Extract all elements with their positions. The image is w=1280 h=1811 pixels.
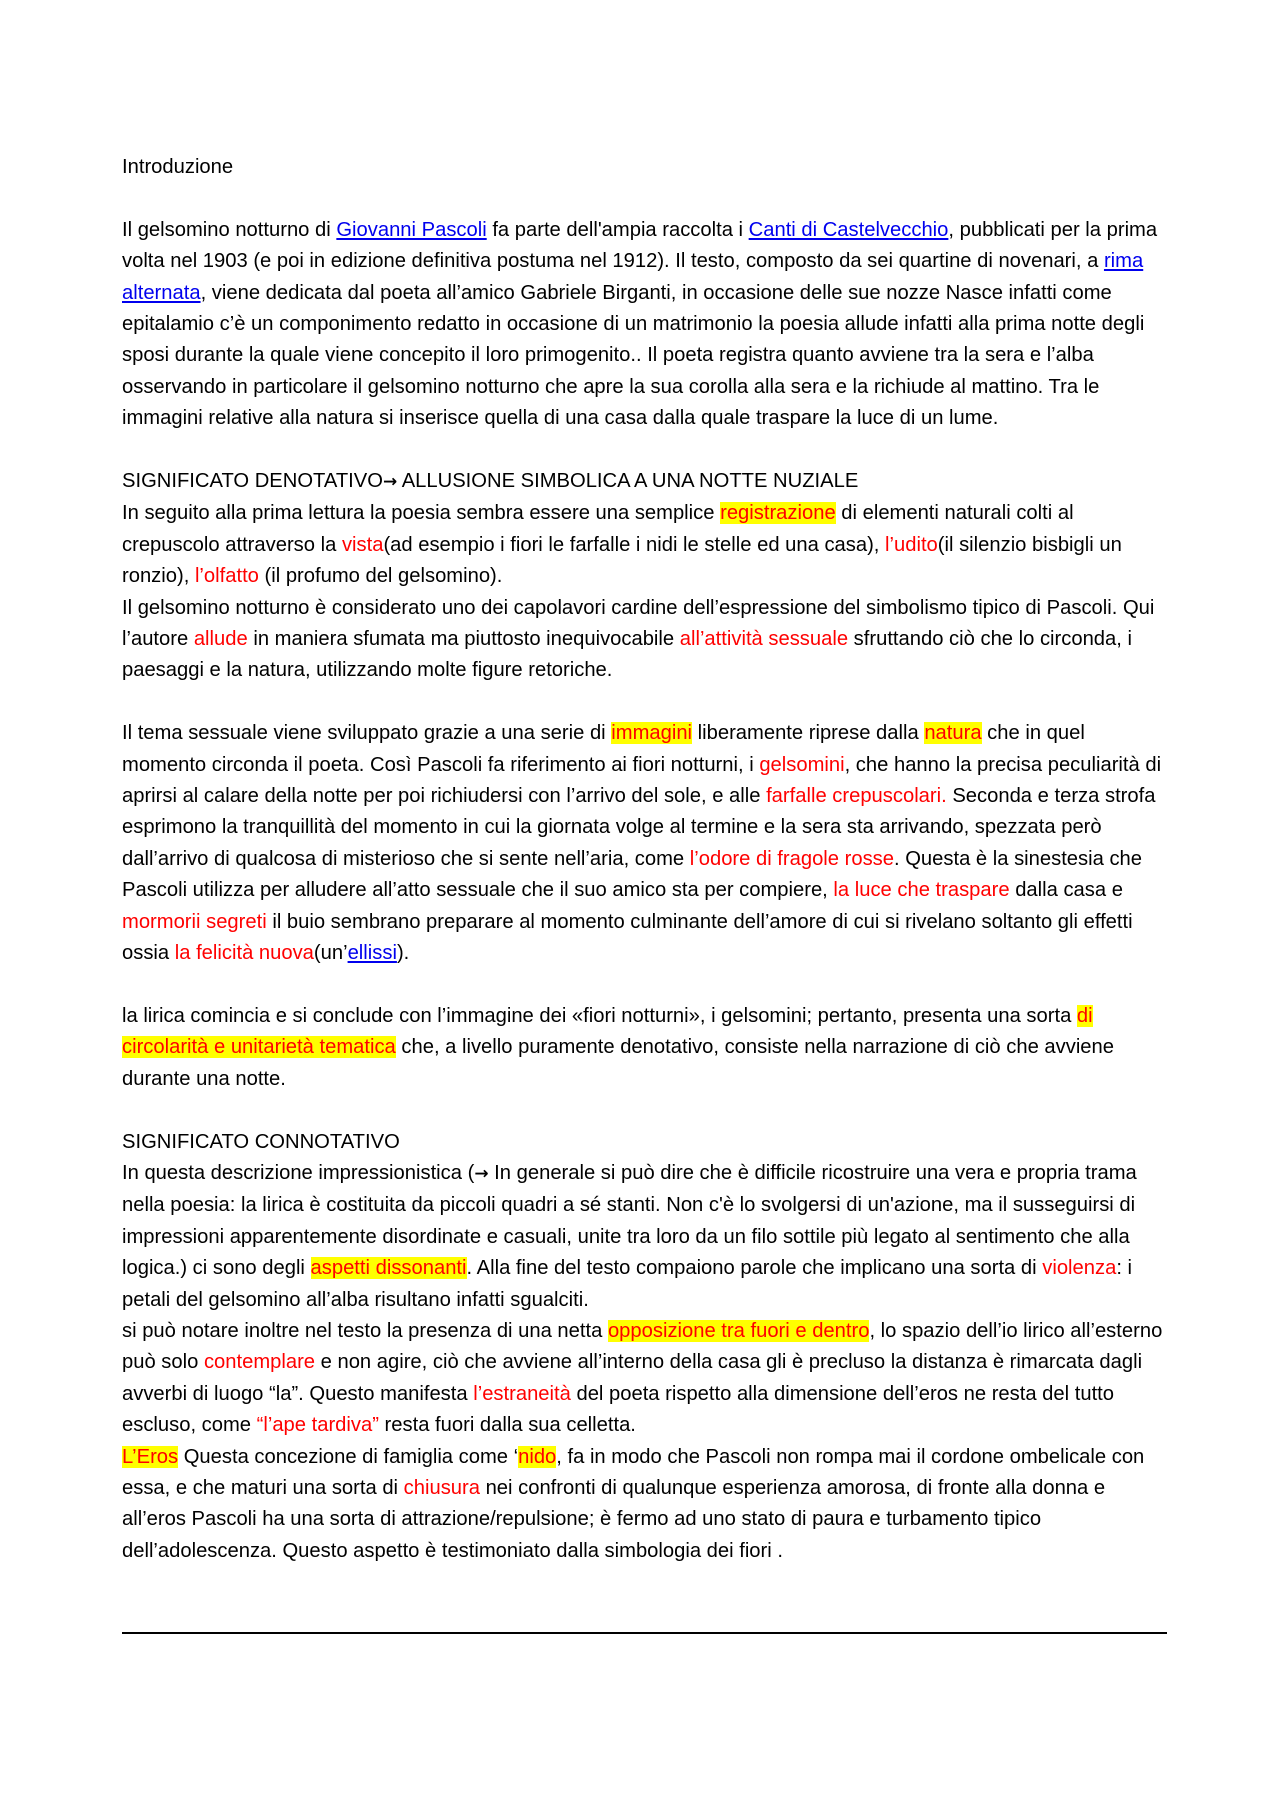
denotativo-paragraph-1 <box>122 498 1167 592</box>
text-run: (un’ <box>313 942 348 965</box>
emphasis-attivita-sessuale: all’attività sessuale <box>679 628 849 651</box>
emphasis-gelsomini: gelsomini <box>759 753 845 776</box>
text-run: , lo spazio dell’io lirico all’esterno può solo <box>122 1319 1163 1374</box>
text-run: Questa concezione di famiglia come ‘ <box>178 1445 519 1468</box>
emphasis-chiusura: chiusura <box>403 1476 480 1499</box>
emphasis-estraneita: l’estraneità <box>473 1382 571 1405</box>
connotativo-heading: SIGNIFICATO CONNOTATIVO <box>122 1130 400 1153</box>
text-run: resta fuori dalla sua celletta. <box>378 1414 636 1437</box>
text-run: sfruttando ciò che lo circonda, i paesaggi e la natura, utilizzando molte figure retoriche. <box>122 628 1132 682</box>
emphasis-mormorii-segreti: mormorii segreti <box>122 910 267 933</box>
text-run: Seconda e terza strofa esprimono la tranquillità del momento in cui la giornata volge al termine e la sera sta arrivando, spezzata però dall’arrivo di qualcosa di misterioso che si sente nell’aria, come <box>122 785 1156 870</box>
emphasis-luce-traspare: la luce che traspare <box>833 879 1010 902</box>
highlight-eros: L’Eros <box>122 1445 179 1468</box>
denotativo-paragraph-4 <box>122 1001 1167 1095</box>
text-run: , pubblicati per la prima volta nel 1903 (e poi in edizione definitiva postuma nel 1912). Il testo, composto da sei quartine di novenari, a <box>122 218 1158 273</box>
text-run: del poeta rispetto alla dimensione dell’eros ne resta del tutto escluso, come <box>122 1382 1115 1437</box>
emphasis-contemplare: contemplare <box>203 1351 316 1374</box>
text-run: si può notare inoltre nel testo la presenza di una netta <box>122 1319 608 1342</box>
text-run: fa parte dell'ampia raccolta i <box>486 218 749 241</box>
text-run: , fa in modo che Pascoli non rompa mai il cordone ombelicale con essa, e che maturi una sorta di <box>122 1445 1145 1499</box>
paragraph-gap <box>122 183 1167 214</box>
text-run: , viene dedicata dal poeta all’amico Gabriele Birganti, in occasione delle sue nozze Nasce infatti come epitalamio c’è un componimento redatto in occasione di un matrimonio la poesia allude infatti alla prima notte degli sposi durante la quale viene concepito il loro primogenito.. Il poeta registra quanto avviene tra la sera e l’alba osservando in particolare il gelsomino notturno che apre la sua corolla alla sera e la richiude al mattino. Tra le immagini relative alla natura si inserisce quella di una casa dalla quale traspare la luce di un lume. <box>122 281 1145 430</box>
link-canti-di-castelvecchio[interactable]: Canti di Castelvecchio <box>748 218 949 241</box>
denotativo-paragraph-3 <box>122 718 1167 969</box>
text-run: (il silenzio bisbigli un ronzio), <box>122 533 1122 588</box>
text-run: nei confronti di qualunque esperienza amorosa, di fronte alla donna e all’eros Pascoli ha una sorta di attrazione/repulsione; è fermo ad uno stato di paura e turbamento tipico dell’adolescenza. Questo aspetto è testimoniato dalla simbologia dei fiori . <box>122 1476 1106 1562</box>
text-run: che in quel momento circonda il poeta. Così Pascoli fa riferimento ai fiori notturni, i <box>122 722 1085 776</box>
emphasis-felicita-nuova: la felicità nuova <box>174 942 314 965</box>
emphasis-vista: vista <box>341 533 384 556</box>
heading-text: SIGNIFICATO DENOTATIVO <box>122 470 383 493</box>
link-giovanni-pascoli[interactable]: Giovanni Pascoli <box>336 218 487 241</box>
text-run: Il gelsomino notturno è considerato uno dei capolavori cardine dell’espressione del simbolismo tipico di Pascoli. Qui l’autore <box>122 596 1155 651</box>
link-rima-alternata[interactable]: rima alternata <box>122 250 1144 304</box>
highlight-registrazione: registrazione <box>720 502 836 525</box>
emphasis-udito: l’udito <box>885 533 938 556</box>
arrow-right-icon: → <box>474 1163 489 1184</box>
emphasis-farfalle-crepuscolari: farfalle crepuscolari. <box>766 785 947 808</box>
connotativo-paragraph-2 <box>122 1316 1167 1442</box>
text-run: (il profumo del gelsomino). <box>258 565 503 588</box>
denotativo-heading <box>122 466 1167 498</box>
text-run: liberamente riprese dalla <box>692 722 925 745</box>
paragraph-gap <box>122 687 1167 718</box>
paragraph-gap <box>122 435 1167 466</box>
text-run: Il tema sessuale viene sviluppato grazie a una serie di <box>122 722 612 745</box>
text-run: e non agire, ciò che avviene all’interno della casa gli è precluso la distanza è rimarcata dagli avverbi di luogo “la”. Questo manifesta <box>122 1351 1143 1405</box>
horizontal-rule <box>122 1632 1167 1634</box>
link-ellissi[interactable]: ellissi <box>347 942 397 965</box>
text-run: In seguito alla prima lettura la poesia sembra essere una semplice <box>122 502 721 525</box>
text-run: In generale si può dire che è difficile ricostruire una vera e propria trama nella poesia: la lirica è costituita da piccoli quadri a sé stanti. Non c'è lo svolgersi di un'azione, ma il susseguirsi di impressioni apparentemente disordinate e casuali, unite tra loro da un filo sottile più legato al sentimento che alla logica.) ci sono degli <box>122 1161 1137 1280</box>
highlight-immagini: immagini <box>611 722 693 745</box>
text-run: In questa descrizione impressionistica ( <box>122 1161 475 1184</box>
paragraph-gap <box>122 1095 1167 1126</box>
text-run: in maniera sfumata ma piuttosto inequivocabile <box>247 628 680 651</box>
emphasis-ape-tardiva: “l’ape tardiva” <box>256 1414 379 1437</box>
highlight-circolarita: di circolarità e unitarietà tematica <box>122 1004 1093 1059</box>
highlight-natura: natura <box>924 722 982 745</box>
text-run: Il gelsomino notturno di <box>122 218 337 241</box>
highlight-opposizione: opposizione tra fuori e dentro <box>607 1319 870 1342</box>
intro-paragraph <box>122 215 1167 435</box>
text-run: che, a livello puramente denotativo, consiste nella narrazione di ciò che avviene durante una notte. <box>122 1036 1114 1090</box>
emphasis-olfatto: l’olfatto <box>194 565 259 588</box>
connotativo-paragraph-1 <box>122 1158 1167 1316</box>
emphasis-violenza: violenza <box>1042 1257 1117 1280</box>
text-run: di elementi naturali colti al crepuscolo attraverso la <box>122 502 1074 556</box>
text-run: la lirica comincia e si conclude con l’immagine dei «fiori notturni», i gelsomini; pertanto, presenta una sorta <box>122 1004 1077 1027</box>
highlight-aspetti-dissonanti: aspetti dissonanti <box>310 1257 467 1280</box>
emphasis-allude: allude <box>193 628 248 651</box>
denotativo-paragraph-2 <box>122 593 1167 687</box>
emphasis-odore-fragole: l’odore di fragole rosse <box>689 847 894 870</box>
text-run: dalla casa e <box>1009 879 1123 902</box>
text-run: . Questa è la sinestesia che Pascoli utilizza per alludere all’atto sessuale che il suo amico sta per compiere, <box>122 847 1142 902</box>
heading-text: ALLUSIONE SIMBOLICA A UNA NOTTE NUZIALE <box>397 470 859 493</box>
arrow-right-icon: → <box>382 472 398 493</box>
text-run: , che hanno la precisa peculiarità di aprirsi al calare della notte per poi richiudersi con l’arrivo del sole, e alle <box>122 753 1162 808</box>
text-run: . Alla fine del testo compaiono parole che implicano una sorta di <box>466 1257 1043 1280</box>
text-run: : i petali del gelsomino all’alba risultano infatti sgualciti. <box>122 1257 1133 1311</box>
paragraph-gap <box>122 970 1167 1001</box>
text-run: il buio sembrano preparare al momento culminante dell’amore di cui si rivelano soltanto gli effetti ossia <box>122 910 1133 965</box>
text-run: (ad esempio i fiori le farfalle i nidi le stelle ed una casa), <box>383 533 886 556</box>
intro-heading: Introduzione <box>122 156 234 178</box>
highlight-nido: nido <box>518 1445 557 1468</box>
connotativo-paragraph-3 <box>122 1442 1167 1568</box>
text-run: ). <box>396 942 410 965</box>
document-page <box>122 152 1167 1567</box>
